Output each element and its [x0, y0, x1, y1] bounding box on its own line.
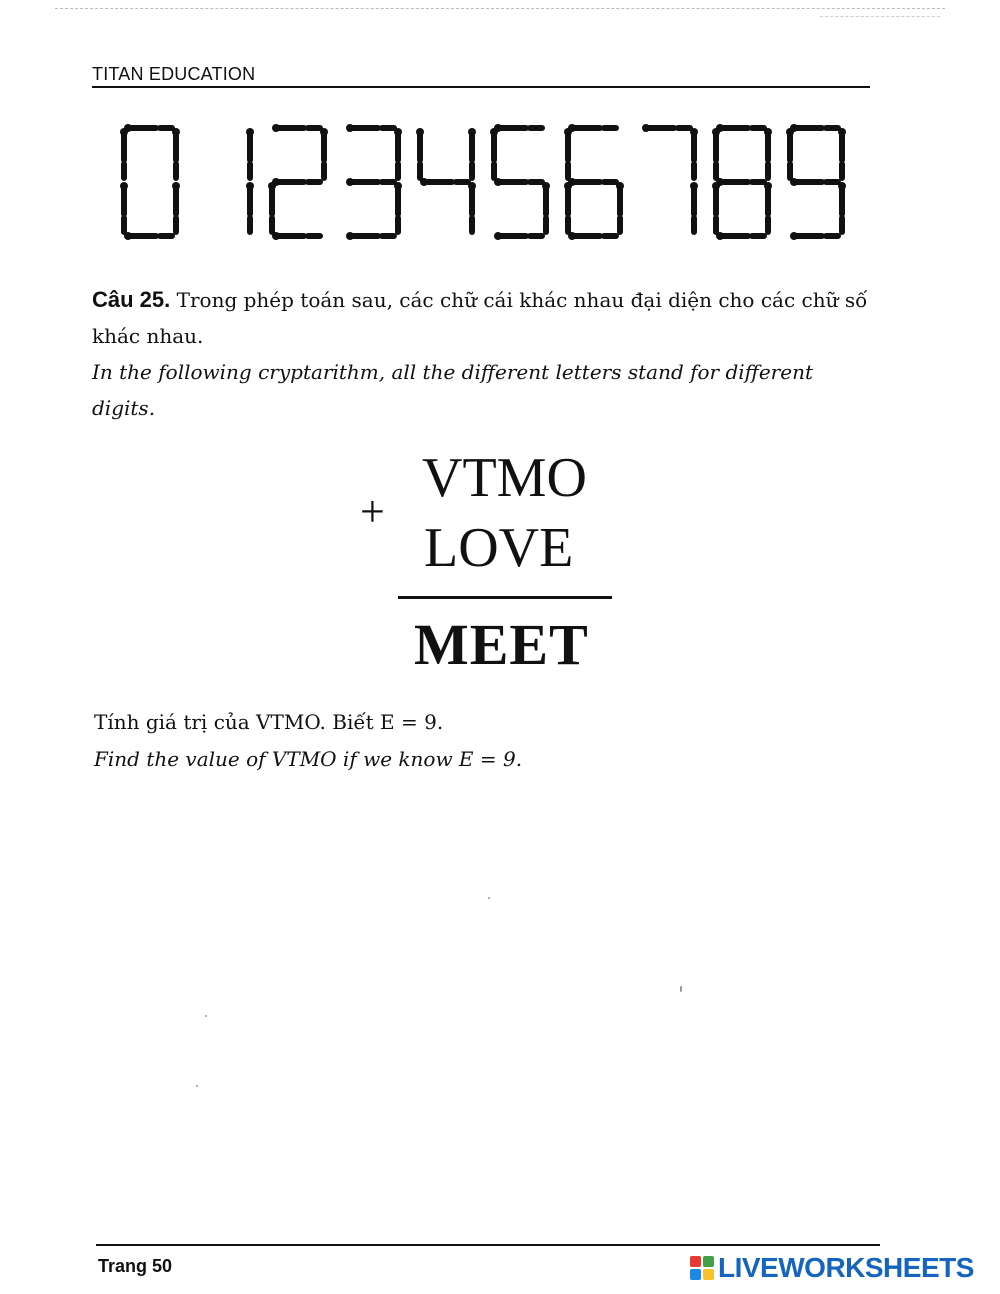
digit-7	[642, 124, 698, 232]
sum-rule	[398, 596, 612, 599]
matchstick-head	[420, 178, 428, 186]
matchstick-head	[490, 128, 498, 136]
sum-meet: MEET	[414, 612, 589, 677]
publisher-title: TITAN EDUCATION	[92, 64, 256, 84]
matchstick-head	[346, 232, 354, 240]
matchstick-head	[690, 128, 698, 136]
matchstick-head	[494, 232, 502, 240]
matchstick-head	[786, 128, 794, 136]
matchstick-digits	[112, 118, 852, 244]
logo-square	[703, 1256, 714, 1267]
liveworksheets-logo-icon	[690, 1256, 714, 1280]
digit-3	[346, 124, 402, 240]
digit-1	[246, 128, 254, 232]
matchstick-head	[346, 178, 354, 186]
task-text-vi: Tính giá trị của VTMO. Biết E = 9.	[94, 710, 444, 734]
matchstick-head	[272, 124, 280, 132]
question-block	[92, 282, 882, 426]
logo-square	[690, 1256, 701, 1267]
question-text-vi: Trong phép toán sau, các chữ cái khác nhau đại diện cho các chữ số khác nhau.	[92, 288, 868, 348]
footer-rule	[96, 1244, 880, 1246]
matchstick-head	[468, 182, 476, 190]
matchstick-head	[542, 182, 550, 190]
page-header	[92, 64, 870, 88]
scan-speck	[488, 897, 490, 899]
matchstick-head	[494, 178, 502, 186]
question-text-en: In the following cryptarithm, all the different letters stand for different digits.	[92, 360, 813, 420]
matchstick-head	[272, 232, 280, 240]
matchstick-head	[320, 128, 328, 136]
scan-speck	[680, 986, 682, 992]
addend-love: LOVE	[424, 517, 574, 579]
matchstick-head	[172, 182, 180, 190]
addend-vtmo: VTMO	[422, 447, 587, 509]
matchstick-head	[712, 128, 720, 136]
task-block	[94, 704, 884, 778]
task-text-en: Find the value of VTMO if we know E = 9.	[94, 747, 523, 771]
digit-8	[712, 124, 772, 240]
matchstick-head	[838, 128, 846, 136]
digit-5	[490, 124, 550, 240]
matchstick-head	[346, 124, 354, 132]
matchstick-head	[564, 182, 572, 190]
cryptarithm	[360, 440, 630, 680]
matchstick-head	[246, 128, 254, 136]
matchstick-head	[568, 232, 576, 240]
scan-edge-line	[55, 8, 945, 9]
logo-square	[690, 1269, 701, 1280]
digit-9	[786, 124, 846, 240]
matchstick-head	[790, 232, 798, 240]
matchstick-head	[716, 178, 724, 186]
plus-sign: +	[360, 487, 385, 536]
matchstick-head	[790, 178, 798, 186]
logo-square	[703, 1269, 714, 1280]
matchstick-head	[246, 182, 254, 190]
liveworksheets-brand[interactable]	[690, 1253, 974, 1283]
matchstick-head	[564, 128, 572, 136]
matchstick-head	[394, 182, 402, 190]
scan-speck	[205, 1015, 207, 1017]
matchstick-head	[268, 182, 276, 190]
matchstick-head	[120, 128, 128, 136]
digit-2	[268, 124, 328, 240]
matchstick-head	[764, 128, 772, 136]
matchstick-head	[616, 182, 624, 190]
question-label: Câu 25.	[92, 287, 171, 312]
matchstick-head	[468, 128, 476, 136]
scan-edge-line	[820, 16, 940, 17]
digit-4	[416, 128, 476, 232]
digit-6	[564, 124, 624, 240]
matchstick-head	[642, 124, 650, 132]
matchstick-head	[416, 128, 424, 136]
scan-speck	[196, 1085, 198, 1087]
matchstick-head	[120, 182, 128, 190]
brand-name: LIVEWORKSHEETS	[718, 1252, 974, 1283]
page-number: Trang 50	[98, 1256, 173, 1276]
matchstick-head	[394, 128, 402, 136]
digit-0	[120, 124, 180, 240]
matchstick-head	[172, 128, 180, 136]
matchstick-head	[690, 182, 698, 190]
